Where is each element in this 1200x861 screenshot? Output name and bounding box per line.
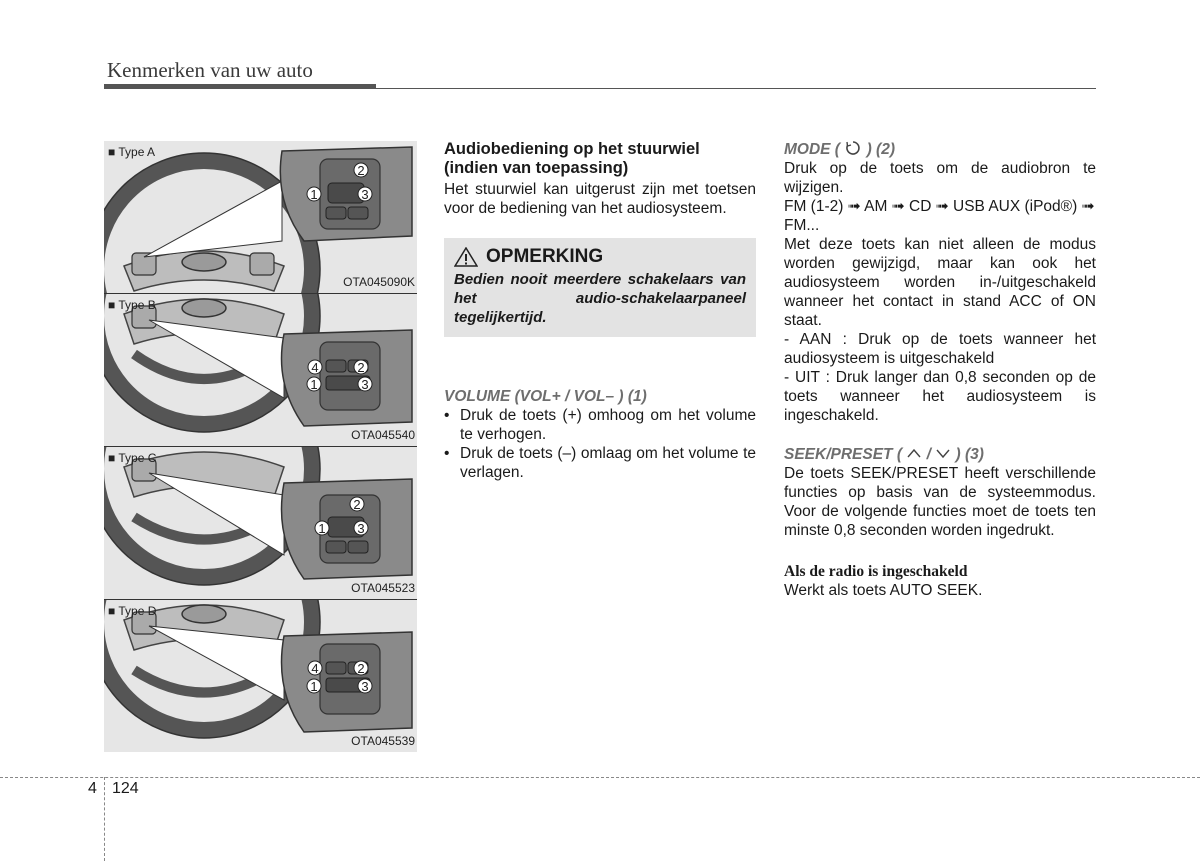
steering-wheel-d-illustration [104, 600, 417, 752]
note-heading [454, 246, 746, 268]
radio-heading: Als de radio is ingeschakeld [784, 563, 968, 580]
list-item: • Druk de toets (+) omhoog om het volume te verhogen. [444, 407, 756, 443]
intro-paragraph: Het stuurwiel kan uitgerust zijn met toetsen voor de bediening van het audiosysteem. [444, 181, 756, 217]
svg-text:3: 3 [357, 521, 365, 536]
note-box [444, 238, 756, 337]
warning-icon [454, 247, 478, 267]
mode-paragraph-1: Druk op de toets om de audiobron te wijzigen. [784, 160, 1096, 196]
svg-text:2: 2 [353, 497, 361, 512]
figure-type-label: ■ Type B [108, 298, 156, 312]
list-item: • Druk de toets (–) omlaag om het volume te verlagen. [444, 445, 756, 481]
seek-paragraph: De toets SEEK/PRESET heeft verschillende functies op basis van de systeemmodus. Voor de volgende functies moet de toets ten minste 0,8 seconden worden ingedrukt. [784, 465, 1096, 539]
svg-text:2: 2 [357, 661, 365, 676]
svg-text:1: 1 [310, 679, 318, 694]
page-number: 124 [112, 780, 139, 797]
mode-paragraph-2: Met deze toets kan niet alleen de modus worden gewijzigd, maar kan ook het audiosysteem worden in-/uitgeschakeld wanneer het contact in stand ACC of ON staat. [784, 236, 1096, 329]
figure-code: OTA045090K [343, 275, 415, 289]
seek-heading: SEEK/PRESET ( / ) (3) [784, 446, 984, 463]
svg-text:1: 1 [310, 187, 318, 202]
chevron-up-icon [906, 447, 922, 459]
steering-wheel-figure-panel [104, 141, 417, 752]
svg-text:4: 4 [311, 360, 319, 375]
svg-text:2: 2 [357, 360, 365, 375]
figure-code: OTA045540 [351, 428, 415, 442]
mode-heading: MODE ( ) (2) [784, 141, 896, 158]
section-title: Audiobediening op het stuurwiel (indien van toepassing) [444, 140, 700, 177]
figure-type-c [104, 447, 417, 599]
figure-code: OTA045539 [351, 734, 415, 748]
list-item: - AAN : Druk op de toets wanneer het audiosysteem is uitgeschakeld [784, 331, 1096, 367]
radio-text: Werkt als toets AUTO SEEK. [784, 582, 983, 599]
mode-icon [844, 140, 862, 156]
svg-text:3: 3 [361, 187, 369, 202]
steering-wheel-c-illustration [104, 447, 417, 599]
svg-text:3: 3 [361, 377, 369, 392]
figure-code: OTA045523 [351, 581, 415, 595]
chapter-number: 4 [88, 780, 97, 797]
footer-rule [0, 777, 1200, 778]
bullet-text: Druk de toets (–) omlaag om het volume te verlagen. [460, 445, 756, 481]
figure-type-a [104, 141, 417, 293]
svg-text:3: 3 [361, 679, 369, 694]
note-title: OPMERKING [486, 246, 604, 267]
header-rule-thin [376, 88, 1096, 89]
bullet-text: Druk de toets (+) omhoog om het volume te verhogen. [460, 407, 756, 443]
figure-type-d [104, 600, 417, 752]
steering-wheel-b-illustration [104, 294, 417, 446]
volume-heading: VOLUME (VOL+ / VOL– ) (1) [444, 388, 647, 405]
middle-column [444, 140, 756, 482]
header-rule-dark [104, 84, 376, 89]
chevron-down-icon [935, 447, 951, 459]
svg-text:1: 1 [310, 377, 318, 392]
svg-text:2: 2 [357, 163, 365, 178]
mode-sequence: FM (1-2) ➟ AM ➟ CD ➟ USB AUX (iPod®) ➟ FM... [784, 198, 1095, 234]
footer-vertical-rule [104, 777, 105, 861]
svg-text:4: 4 [311, 661, 319, 676]
figure-type-label: ■ Type C [108, 451, 157, 465]
figure-type-b [104, 294, 417, 446]
right-column [784, 140, 1096, 600]
page-header-title: Kenmerken van uw auto [107, 58, 313, 82]
note-text: Bedien nooit meerdere schakelaars van het audio-schakelaarpaneel tegelijkertijd. [454, 271, 746, 326]
steering-wheel-a-illustration [104, 141, 417, 293]
list-item: - UIT : Druk langer dan 0,8 seconden op de toets wanneer het audiosysteem is ingeschakeld. [784, 369, 1096, 424]
figure-type-label: ■ Type D [108, 604, 157, 618]
figure-type-label: ■ Type A [108, 145, 156, 159]
svg-text:1: 1 [318, 521, 326, 536]
